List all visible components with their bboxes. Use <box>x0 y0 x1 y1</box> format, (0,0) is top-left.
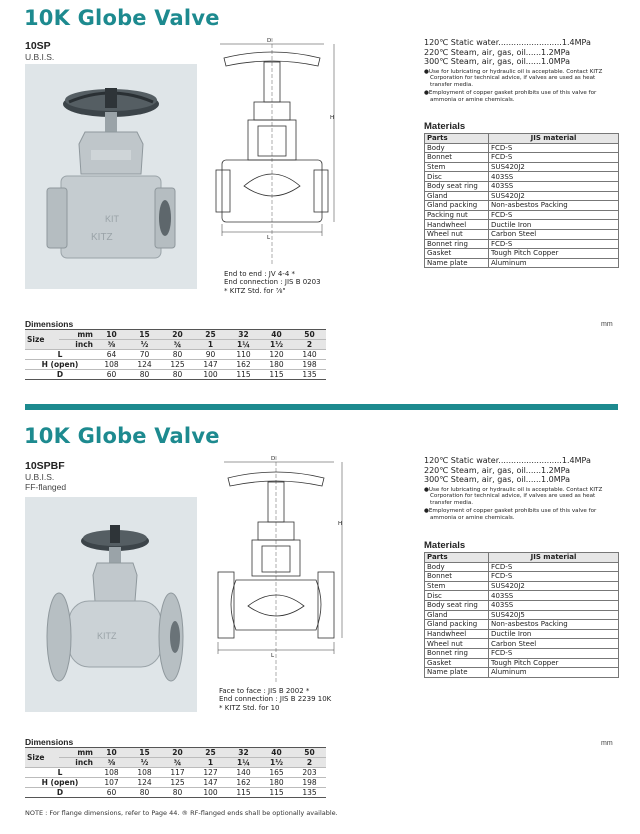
materials-table <box>424 133 619 268</box>
size-inch: ¾ <box>161 340 194 350</box>
row-label: L <box>25 350 95 360</box>
dim-value: 80 <box>161 350 194 360</box>
size-inch: 2 <box>293 758 326 768</box>
table-row <box>425 572 619 582</box>
material-cell: SUS420J5 <box>489 610 619 620</box>
row-label: H (open) <box>25 778 95 788</box>
table-row <box>25 350 326 360</box>
table-header <box>25 758 326 768</box>
table-row <box>425 162 619 172</box>
usage-note: ●Use for lubricating or hydraulic oil is acceptable. Contact KITZ Corporation for technical advice, if valves are used as heat transfer media. <box>424 486 603 506</box>
size-mm: 40 <box>260 748 293 758</box>
header-cell: JIS material <box>489 553 619 563</box>
svg-text:KITZ: KITZ <box>91 232 113 243</box>
dim-value: 124 <box>128 778 161 788</box>
dimensions-unit: mm <box>601 321 613 328</box>
part-cell: Disc <box>425 591 489 601</box>
model-subtitle: U.B.I.S. <box>25 52 55 62</box>
pressure-ratings <box>424 456 616 521</box>
size-inch: 1½ <box>260 340 293 350</box>
part-cell: Body seat ring <box>425 181 489 191</box>
table-row <box>425 648 619 658</box>
material-cell: Ductile Iron <box>489 629 619 639</box>
dim-label-l: L <box>271 653 275 659</box>
row-label: L <box>25 768 95 778</box>
material-cell: Aluminum <box>489 258 619 268</box>
table-row <box>425 249 619 259</box>
dimensions-table-wrap <box>25 747 326 798</box>
table-row <box>425 191 619 201</box>
materials-title: Materials <box>424 540 466 551</box>
part-cell: Handwheel <box>425 220 489 230</box>
end-note: End connection : JIS B 0203 <box>224 278 321 287</box>
size-mm: 50 <box>293 330 326 340</box>
material-cell: 403SS <box>489 591 619 601</box>
size-mm: 32 <box>227 330 260 340</box>
part-cell: Bonnet ring <box>425 648 489 658</box>
usage-note: ●Employment of copper gasket prohibits use of this valve for ammonia or amine chemicals. <box>424 508 597 521</box>
dim-label-h: H <box>338 521 343 527</box>
dim-label-d: D <box>271 456 276 462</box>
table-row <box>425 600 619 610</box>
table-header <box>25 748 326 758</box>
size-mm: 25 <box>194 330 227 340</box>
dimensions-table <box>25 747 326 798</box>
material-cell: Carbon Steel <box>489 229 619 239</box>
model-code: 10SP <box>25 40 51 52</box>
table-row <box>425 658 619 668</box>
pressure-line: 300℃ Steam, air, gas, oil......1.0MPa <box>424 475 571 484</box>
section-2-model-block <box>25 460 66 492</box>
svg-text:KITZ: KITZ <box>97 631 117 641</box>
table-row <box>425 239 619 249</box>
table-row <box>425 143 619 153</box>
table-row <box>425 562 619 572</box>
dim-value: 147 <box>194 360 227 370</box>
part-cell: Wheel nut <box>425 639 489 649</box>
size-mm: 50 <box>293 748 326 758</box>
end-connection-notes <box>219 687 331 712</box>
size-mm: 40 <box>260 330 293 340</box>
dim-label-l: L <box>267 235 271 241</box>
material-cell: 403SS <box>489 181 619 191</box>
dim-value: 125 <box>161 360 194 370</box>
material-cell: Aluminum <box>489 668 619 678</box>
table-row <box>425 172 619 182</box>
material-cell: FCD-S <box>489 153 619 163</box>
table-header <box>425 134 619 144</box>
size-inch: ³⁄₈ <box>95 340 128 350</box>
dim-value: 198 <box>293 360 326 370</box>
table-row <box>425 639 619 649</box>
product-photo-flanged-valve <box>25 497 197 712</box>
end-note: End connection : JIS B 2239 10K <box>219 695 332 704</box>
dim-value: 100 <box>194 370 227 380</box>
size-mm: 20 <box>161 330 194 340</box>
technical-drawing-threaded-valve <box>214 36 344 268</box>
dim-value: 110 <box>227 350 260 360</box>
part-cell: Body seat ring <box>425 600 489 610</box>
material-cell: FCD-S <box>489 143 619 153</box>
part-cell: Bonnet <box>425 572 489 582</box>
size-inch: 1 <box>194 340 227 350</box>
table-row <box>425 181 619 191</box>
part-cell: Body <box>425 562 489 572</box>
dim-value: 60 <box>95 370 128 380</box>
dim-value: 124 <box>128 360 161 370</box>
end-note: * KITZ Std. for 10 <box>219 703 280 712</box>
dim-value: 165 <box>260 768 293 778</box>
table-row <box>25 778 326 788</box>
part-cell: Wheel nut <box>425 229 489 239</box>
part-cell: Handwheel <box>425 629 489 639</box>
dim-value: 180 <box>260 778 293 788</box>
dim-value: 90 <box>194 350 227 360</box>
dim-value: 117 <box>161 768 194 778</box>
dimensions-unit: mm <box>601 740 613 747</box>
materials-table-wrap <box>424 133 619 268</box>
size-mm: 15 <box>128 748 161 758</box>
dim-value: 198 <box>293 778 326 788</box>
row-label: D <box>25 370 95 380</box>
material-cell: Non-asbestos Packing <box>489 201 619 211</box>
dim-value: 80 <box>128 788 161 798</box>
dimensions-table <box>25 329 326 380</box>
header-cell: Parts <box>425 134 489 144</box>
material-cell: SUS420J2 <box>489 581 619 591</box>
material-cell: SUS420J2 <box>489 191 619 201</box>
material-cell: FCD-S <box>489 239 619 249</box>
technical-drawing-flanged-valve <box>214 454 354 686</box>
section-1-model-block <box>25 40 54 62</box>
section-1-title: 10K Globe Valve <box>24 6 220 30</box>
section-2-title: 10K Globe Valve <box>24 424 220 448</box>
dim-value: 115 <box>260 788 293 798</box>
dim-label-d: D <box>267 38 272 44</box>
pressure-line: 300℃ Steam, air, gas, oil......1.0MPa <box>424 57 571 66</box>
size-inch: ¾ <box>161 758 194 768</box>
size-mm: 20 <box>161 748 194 758</box>
part-cell: Stem <box>425 162 489 172</box>
part-cell: Gasket <box>425 658 489 668</box>
material-cell: Non-asbestos Packing <box>489 620 619 630</box>
size-inch: ½ <box>128 758 161 768</box>
table-row <box>425 591 619 601</box>
svg-text:KIT: KIT <box>105 214 120 224</box>
table-row <box>25 768 326 778</box>
dim-value: 127 <box>194 768 227 778</box>
part-cell: Gland packing <box>425 201 489 211</box>
dim-value: 125 <box>161 778 194 788</box>
header-cell: JIS material <box>489 134 619 144</box>
size-header: Size <box>25 330 59 350</box>
dimensions-title: Dimensions <box>25 737 74 747</box>
unit-label: mm <box>59 748 95 758</box>
table-row <box>425 220 619 230</box>
pressure-line: 220℃ Steam, air, gas, oil......1.2MPa <box>424 465 571 475</box>
size-inch: 1¼ <box>227 758 260 768</box>
model-subtitle: FF-flanged <box>25 482 67 492</box>
material-cell: 403SS <box>489 172 619 182</box>
usage-note: ●Use for lubricating or hydraulic oil is acceptable. Contact KITZ Corporation for technical advice, if valves are used as heat transfer media. <box>424 68 603 88</box>
dim-value: 80 <box>161 370 194 380</box>
unit-label: inch <box>59 758 95 768</box>
pressure-line: 220℃ Steam, air, gas, oil......1.2MPa <box>424 47 571 57</box>
material-cell: SUS420J2 <box>489 162 619 172</box>
material-cell: FCD-S <box>489 210 619 220</box>
size-inch: ³⁄₈ <box>95 758 128 768</box>
materials-table-wrap <box>424 552 619 678</box>
size-mm: 15 <box>128 330 161 340</box>
part-cell: Name plate <box>425 668 489 678</box>
table-row <box>425 610 619 620</box>
table-header <box>425 553 619 563</box>
table-header <box>25 340 326 350</box>
part-cell: Bonnet ring <box>425 239 489 249</box>
dim-value: 80 <box>161 788 194 798</box>
size-header: Size <box>25 748 59 768</box>
dim-value: 135 <box>293 370 326 380</box>
row-label: D <box>25 788 95 798</box>
table-row <box>425 229 619 239</box>
part-cell: Gland <box>425 610 489 620</box>
materials-title: Materials <box>424 121 466 132</box>
unit-label: mm <box>59 330 95 340</box>
dim-value: 115 <box>260 370 293 380</box>
table-row <box>425 153 619 163</box>
part-cell: Stem <box>425 581 489 591</box>
table-row <box>25 370 326 380</box>
part-cell: Name plate <box>425 258 489 268</box>
size-mm: 10 <box>95 330 128 340</box>
size-inch: 1¼ <box>227 340 260 350</box>
table-row <box>425 629 619 639</box>
product-photo-threaded-valve <box>25 64 197 289</box>
part-cell: Packing nut <box>425 210 489 220</box>
size-inch: ½ <box>128 340 161 350</box>
dim-value: 120 <box>260 350 293 360</box>
model-code: 10SPBF <box>25 460 65 472</box>
end-connection-notes <box>224 270 321 295</box>
dimensions-table-wrap <box>25 329 326 380</box>
table-row <box>425 668 619 678</box>
part-cell: Gland packing <box>425 620 489 630</box>
material-cell: Tough Pitch Copper <box>489 249 619 259</box>
unit-label: inch <box>59 340 95 350</box>
dim-value: 115 <box>227 370 260 380</box>
dim-value: 60 <box>95 788 128 798</box>
dim-value: 140 <box>227 768 260 778</box>
dim-value: 108 <box>95 360 128 370</box>
end-note: * KITZ Std. for ⁷⁄₈" <box>224 286 286 295</box>
table-row <box>425 201 619 211</box>
material-cell: Tough Pitch Copper <box>489 658 619 668</box>
size-inch: 1½ <box>260 758 293 768</box>
table-header <box>25 330 326 340</box>
part-cell: Disc <box>425 172 489 182</box>
dim-value: 162 <box>227 778 260 788</box>
dim-value: 115 <box>227 788 260 798</box>
size-mm: 32 <box>227 748 260 758</box>
part-cell: Gland <box>425 191 489 201</box>
material-cell: Ductile Iron <box>489 220 619 230</box>
dim-value: 80 <box>128 370 161 380</box>
part-cell: Gasket <box>425 249 489 259</box>
usage-note: ●Employment of copper gasket prohibits use of this valve for ammonia or amine chemicals. <box>424 90 597 103</box>
row-label: H (open) <box>25 360 95 370</box>
end-note: Face to face : JIS B 2002 * <box>219 687 310 695</box>
part-cell: Body <box>425 143 489 153</box>
pressure-line: 120℃ Static water.........................1.4MPa <box>424 456 591 465</box>
table-row <box>425 210 619 220</box>
dim-label-h: H <box>330 115 335 121</box>
material-cell: FCD-S <box>489 572 619 582</box>
dim-value: 203 <box>293 768 326 778</box>
material-cell: FCD-S <box>489 562 619 572</box>
dim-value: 180 <box>260 360 293 370</box>
materials-table <box>424 552 619 678</box>
header-cell: Parts <box>425 553 489 563</box>
footer-note: NOTE : For flange dimensions, refer to Page 44. ® RF-flanged ends shall be optionally available. <box>25 809 338 817</box>
model-subtitle: U.B.I.S. <box>25 472 55 482</box>
size-inch: 2 <box>293 340 326 350</box>
dim-value: 135 <box>293 788 326 798</box>
pressure-line: 120℃ Static water.........................1.4MPa <box>424 38 591 47</box>
material-cell: FCD-S <box>489 648 619 658</box>
material-cell: 403SS <box>489 600 619 610</box>
size-mm: 10 <box>95 748 128 758</box>
end-note: End to end : JV 4-4 * <box>224 270 296 278</box>
material-cell: Carbon Steel <box>489 639 619 649</box>
dim-value: 162 <box>227 360 260 370</box>
table-row <box>25 788 326 798</box>
table-row <box>425 620 619 630</box>
table-row <box>425 258 619 268</box>
dim-value: 64 <box>95 350 128 360</box>
table-row <box>425 581 619 591</box>
dim-value: 140 <box>293 350 326 360</box>
dim-value: 147 <box>194 778 227 788</box>
section-divider <box>25 404 618 410</box>
size-mm: 25 <box>194 748 227 758</box>
dim-value: 108 <box>128 768 161 778</box>
part-cell: Bonnet <box>425 153 489 163</box>
size-inch: 1 <box>194 758 227 768</box>
dim-value: 107 <box>95 778 128 788</box>
dim-value: 100 <box>194 788 227 798</box>
dimensions-title: Dimensions <box>25 319 74 329</box>
dim-value: 70 <box>128 350 161 360</box>
dim-value: 108 <box>95 768 128 778</box>
pressure-ratings <box>424 38 616 103</box>
table-row <box>25 360 326 370</box>
